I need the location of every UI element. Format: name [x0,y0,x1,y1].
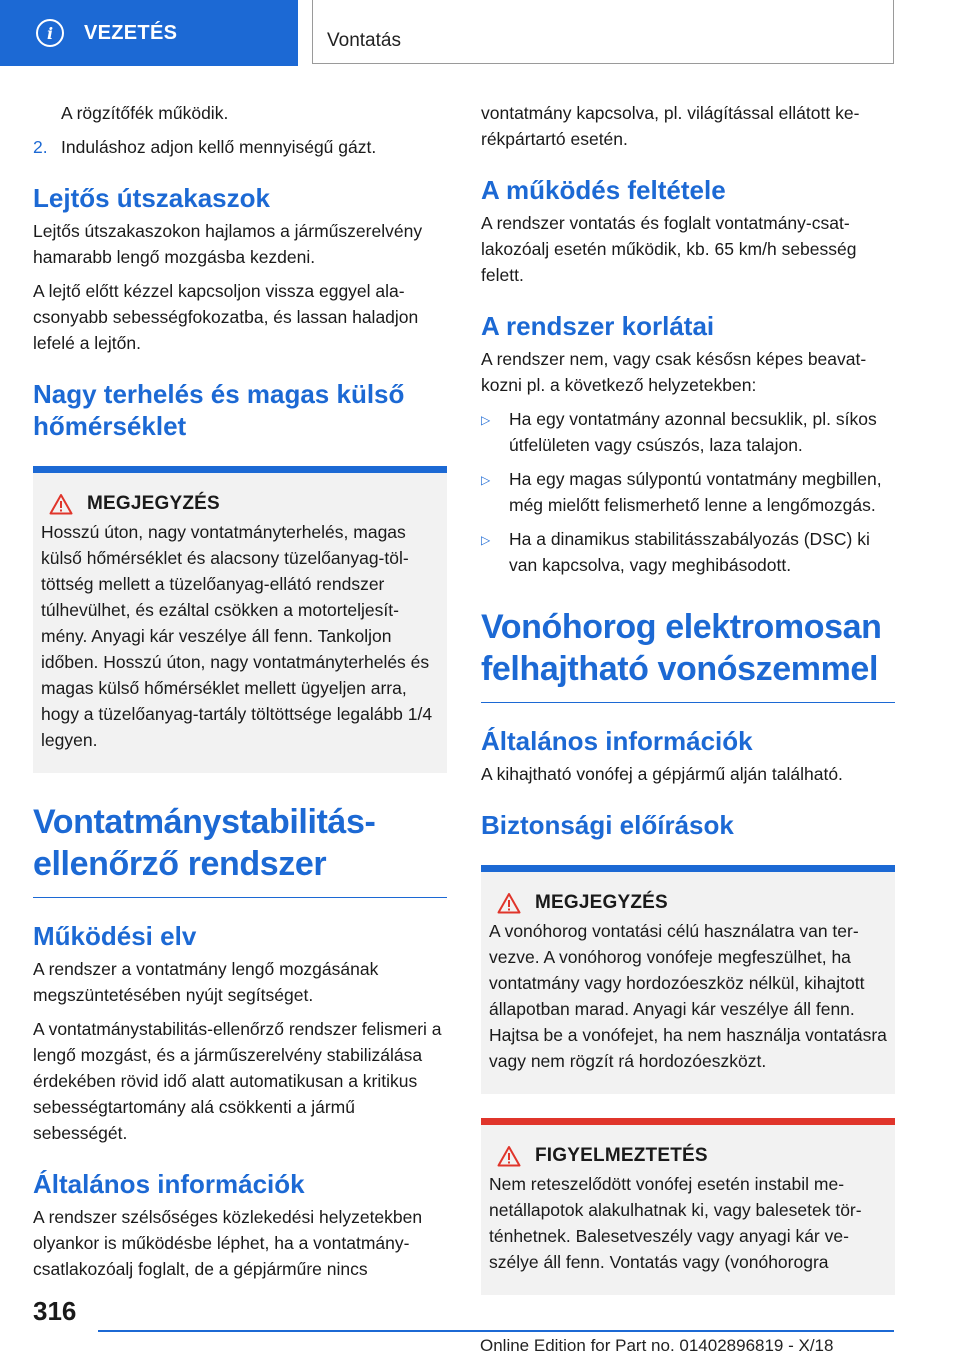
heading-safety: Biztonsági előírások [481,810,734,840]
heading-general: Általános információk [33,1169,305,1199]
paragraph: A rendszer vontatás és foglalt vontatmány-csatlakozóalj esetén működik, kb. 65 km/h sebesség felett. [481,213,857,285]
paragraph: A rendszer nem, vagy csak késősn képes beavatkozni pl. a következő helyzetekben: [481,349,867,395]
triangle-bullet-icon: ▷ [481,533,491,547]
paragraph: A kihajtható vonófej a gépjármű alján található. [481,764,843,784]
warning-triangle-icon [489,892,529,914]
heading-heavy-load: Nagy terhelés és magas külső hőmérséklet [33,379,405,441]
notice-text: A vonóhorog vontatási célú használatra van tervezve. A vonóhorog vonófeje megfeszülhet, ha vontatmány vagy hordozóeszköz nélkül, kihajtott állapotban marad. Anyagi kár veszélye áll fenn. Hajtsa be a vonófejet, ha nem használja vontatásra vagy nem rögzít rá hordozóeszközt. [489,921,887,1071]
page-header [0,0,960,66]
notice-title: MEGJEGYZÉS [535,892,668,913]
paragraph: A rendszer szélsőséges közlekedési helyzetekben olyankor is működésbe léphet, ha a vontatmány-csatlakozóalj foglalt, de a gépjárműre nincs [33,1207,423,1279]
warning-triangle-icon [489,1145,529,1167]
paragraph: A vontatmánystabilitás-ellenőrző rendszer felismeri a lengő mozgást, és a járműszerelvény stabilizálása érdekében rövid idő alatt automatikusan a kritikus sebességtartomány alá csökkenti a jármű sebességét. [33,1019,442,1143]
heading-limits: A rendszer korlátai [481,311,715,341]
footer-edition: Online Edition for Part no. 01402896819 - X/18 [480,1336,834,1355]
heading-downhill: Lejtős útszakaszok [33,183,270,213]
paragraph: Lejtős útszakaszokon hajlamos a járműszerelvény hamarabb lengő mozgásba kezdeni. [33,221,423,267]
warning-title: FIGYELMEZTETÉS [535,1145,708,1166]
paragraph: A lejtő előtt kézzel kapcsoljon vissza eggyel alacsonyabb sebességfokozatba, és lassan haladjon lefelé a lejtőn. [33,281,419,353]
heading-towbar-general: Általános információk [481,726,753,756]
limits-list [481,406,895,578]
list-item: ▷ Ha egy magas súlypontú vontatmány megbillen, még mielőtt felismerhető lenne a lengőmozgás. [481,466,895,518]
list-item: ▷ Ha a dinamikus stabilitásszabályozás (DSC) ki van kapcsolva, vagy meghibásodott. [481,526,895,578]
heading-towbar: Vonóhorog elektromosan felhajtható vonószemmel [481,606,895,703]
triangle-bullet-icon: ▷ [481,413,491,427]
notice-text: Hosszú úton, nagy vontatmányterhelés, magas külső hőmérséklet és alacsony tüzelőanyag-töltöttség mellett a tüzelőanyag-ellátó rendszer túlhevülhet, és ezáltal csökken a motorteljesítmény. Anyagi kár veszélye áll fenn. Tankoljon időben. Hosszú úton, nagy vontatmányterhelés és magas külső hőmérséklet mellett ügyeljen arra, hogy a tüzelőanyag-tartály töltöttsége legalább 1/4 legyen. [41,522,433,750]
step-text: A rögzítőfék működik. [61,103,229,123]
paragraph: vontatmány kapcsolva, pl. világítással ellátott kerékpártartó esetén. [481,103,860,149]
heading-tsc: Vontatmánystabilitás-ellenőrző rendszer [33,801,447,898]
info-icon: i [36,19,64,47]
heading-conditions: A működés feltétele [481,175,726,205]
notice-title: MEGJEGYZÉS [87,493,220,514]
warning-box [481,1118,895,1295]
triangle-bullet-icon: ▷ [481,473,491,487]
list-item: ▷ Ha egy vontatmány azonnal becsuklik, pl. síkos útfelületen vagy csúszós, laza talajon. [481,406,895,458]
section-tab [0,0,298,66]
warning-triangle-icon [41,493,81,515]
step-text: Induláshoz adjon kellő mennyiségű gázt. [61,137,377,157]
page-number: 316 [33,1296,77,1326]
section-label: VEZETÉS [84,21,178,44]
footer-rule [98,1330,894,1332]
notice-box [481,865,895,1094]
paragraph: A rendszer a vontatmány lengő mozgásának megszüntetésében nyújt segítséget. [33,959,379,1005]
chapter-label: Vontatás [327,30,401,51]
left-column [33,100,447,1290]
heading-principle: Működési elv [33,921,197,951]
step-continued [33,100,447,126]
notice-box [33,466,447,773]
step-2 [33,134,447,160]
warning-text: Nem reteszelődött vonófej esetén instabil menetállapotok alakulhatnak ki, vagy balesetek történhetnek. Balesetveszély vagy anyagi kár veszélye áll fenn. Vontatás vagy (vonóhorogra [489,1174,862,1272]
right-column [481,100,895,1303]
step-number: 2. [33,137,48,157]
chapter-box [312,0,894,64]
